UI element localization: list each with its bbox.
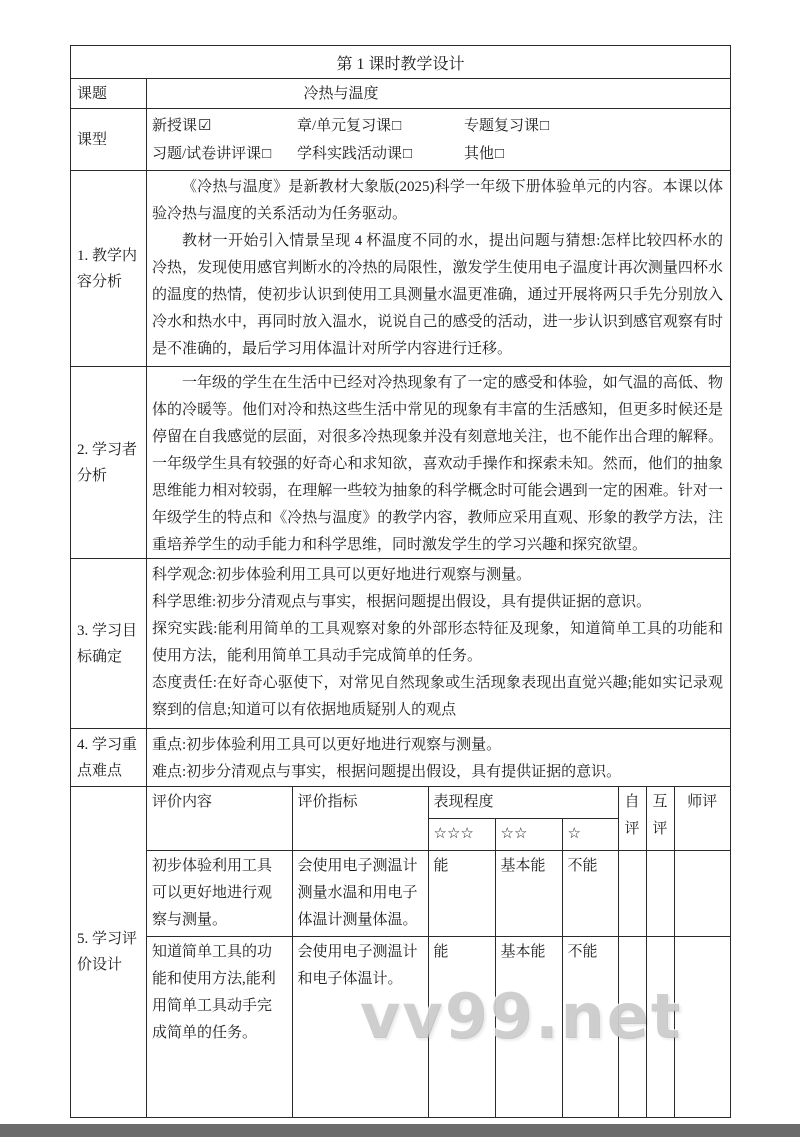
objective-line: 探究实践:能利用简单的工具观察对象的外部形态特征及现象，知道简单工具的功能和使用方法，能利用简单工具动手完成简单的任务。 (152, 621, 723, 664)
section-label-text: 1. 教学内容分析 (77, 247, 138, 290)
section-content-analysis-label (71, 171, 147, 366)
row-lesson-type (71, 109, 730, 171)
option-label: 章/单元复习课 (297, 118, 392, 134)
section-objectives-body (147, 559, 730, 728)
section-label-text: 4. 学习重点难点 (77, 736, 138, 779)
option-label: 学科实践活动课 (297, 146, 403, 162)
teaching-design-table (70, 45, 731, 1118)
key-point-line: 难点:初步分清观点与事实，根据问题提出假设，具有提供证据的意识。 (152, 764, 622, 780)
section-learner-analysis-body (147, 367, 730, 558)
lesson-type-label (71, 109, 147, 170)
section-learner-analysis-label (71, 367, 147, 558)
lesson-type-line-1 (152, 112, 723, 140)
rubric-cell-indicator: 会使用电子测温计测量水温和用电子体温计测量体温。 (292, 851, 428, 937)
rubric-header-two-stars: ☆☆ (495, 819, 562, 851)
section-content-analysis-body (147, 171, 730, 366)
option-label: 其他 (464, 146, 495, 162)
section-key-points (71, 729, 730, 787)
rubric-cell-teacher-score (674, 851, 730, 937)
rubric-cell-level-1: 不能 (562, 851, 618, 937)
section-evaluation-label (71, 787, 147, 1117)
checkbox-unchecked-icon: □ (262, 146, 272, 162)
rubric-header-performance: 表现程度 (428, 787, 618, 819)
objective-line: 科学观念:初步体验利用工具可以更好地进行观察与测量。 (152, 567, 532, 583)
section-key-points-body (147, 729, 730, 786)
rubric-header-teacher-eval: 师评 (674, 787, 730, 851)
lesson-type-line-2 (152, 140, 723, 168)
key-point-line: 重点:初步体验利用工具可以更好地进行观察与测量。 (152, 737, 502, 753)
rubric-cell-level-3: 能 (428, 851, 495, 937)
title-row (71, 46, 730, 79)
checkbox-checked-icon: ☑ (198, 118, 212, 134)
section-objectives-label (71, 559, 147, 728)
lesson-type-options (147, 109, 730, 170)
section-content-analysis (71, 171, 730, 367)
lesson-type-option-unit-review[interactable] (297, 112, 464, 140)
checkbox-unchecked-icon: □ (392, 118, 402, 134)
rubric-cell-level-1: 不能 (562, 937, 618, 1118)
rubric-header-row-1 (147, 787, 730, 819)
section-learner-analysis (71, 367, 730, 559)
rubric-cell-self-score (618, 937, 646, 1118)
option-label: 新授课 (152, 118, 198, 134)
topic-value (147, 79, 730, 108)
objective-line: 科学思维:初步分清观点与事实，根据问题提出假设，具有提供证据的意识。 (152, 594, 652, 610)
rubric-header-three-stars: ☆☆☆ (428, 819, 495, 851)
rubric-header-self-eval: 自评 (618, 787, 646, 851)
rubric-header-one-star: ☆ (562, 819, 618, 851)
rubric-row-2 (147, 937, 730, 1118)
lesson-type-option-other[interactable] (464, 140, 504, 168)
rubric-header-indicator: 评价指标 (292, 787, 428, 851)
lesson-type-option-exercise-review[interactable] (152, 140, 297, 168)
lesson-type-option-topic-review[interactable] (464, 112, 549, 140)
bottom-bar (0, 1124, 800, 1137)
checkbox-unchecked-icon: □ (495, 146, 505, 162)
rubric-cell-level-2: 基本能 (495, 851, 562, 937)
checkbox-unchecked-icon: □ (403, 146, 413, 162)
objective-line: 态度责任:在好奇心驱使下，对常见自然现象或生活现象表现出直觉兴趣;能如实记录观察到的信息;知道可以有依据地质疑别人的观点 (152, 675, 723, 718)
topic-value-text: 冷热与温度 (303, 85, 379, 102)
checkbox-unchecked-icon: □ (540, 118, 550, 134)
rubric-header-content: 评价内容 (147, 787, 292, 851)
rubric-row-1 (147, 851, 730, 937)
lesson-type-label-text: 课型 (77, 131, 108, 148)
evaluation-rubric-table (147, 787, 730, 1117)
rubric-cell-content: 初步体验利用工具可以更好地进行观察与测量。 (147, 851, 292, 937)
rubric-cell-peer-score (646, 937, 674, 1118)
rubric-cell-self-score (618, 851, 646, 937)
section-label-text: 3. 学习目标确定 (77, 622, 138, 665)
section-evaluation (71, 787, 730, 1117)
section-key-points-label (71, 729, 147, 786)
lesson-type-option-new[interactable] (152, 112, 297, 140)
paragraph: 教材一开始引入情景呈现 4 杯温度不同的水，提出问题与猜想:怎样比较四杯水的冷热，发现使用感官判断水的冷热的局限性，激发学生使用电子温度计再次测量四杯水的温度的热情，使初步认识到使用工具测量水温更准确，通过开展将两只手先分别放入冷水和热水中，再同时放入温水，说说自己的感受的活动，进一步认识到感官观察有时是不准确的，最后学习用体温计对所学内容进行迁移。 (152, 233, 723, 357)
watermark: vv99.net (360, 980, 683, 1053)
option-label: 习题/试卷讲评课 (152, 146, 262, 162)
rubric-cell-peer-score (646, 851, 674, 937)
topic-label (71, 79, 147, 108)
rubric-cell-level-2: 基本能 (495, 937, 562, 1118)
section-evaluation-body (147, 787, 730, 1117)
section-label-text: 5. 学习评价设计 (77, 931, 138, 973)
option-label: 专题复习课 (464, 118, 540, 134)
rubric-cell-level-3: 能 (428, 937, 495, 1118)
section-label-text: 2. 学习者分析 (77, 441, 138, 484)
topic-label-text: 课题 (77, 85, 108, 102)
rubric-cell-teacher-score (674, 937, 730, 1118)
rubric-cell-indicator: 会使用电子测温计和电子体温计。 (292, 937, 428, 1118)
row-topic (71, 79, 730, 109)
paragraph: 一年级的学生在生活中已经对冷热现象有了一定的感受和体验，如气温的高低、物体的冷暖等。他们对冷和热这些生活中常见的现象有丰富的生活感知，但更多时候还是停留在自我感觉的层面，对很多冷热现象并没有刻意地关注，也不能作出合理的解释。一年级学生具有较强的好奇心和求知欲，喜欢动手操作和探索未知。然而，他们的抽象思维能力相对较弱，在理解一些较为抽象的科学概念时可能会遇到一定的困难。针对一年级学生的特点和《冷热与温度》的教学内容，教师应采用直观、形象的教学方法，注重培养学生的动手能力和科学思维，同时激发学生的学习兴趣和探究欲望。 (152, 375, 723, 553)
page-title: 第 1 课时教学设计 (336, 55, 465, 73)
paragraph: 《冷热与温度》是新教材大象版(2025)科学一年级下册体验单元的内容。本课以体验冷热与温度的关系活动为任务驱动。 (152, 179, 723, 222)
section-objectives (71, 559, 730, 729)
lesson-type-option-practice-activity[interactable] (297, 140, 464, 168)
rubric-header-peer-eval: 互评 (646, 787, 674, 851)
rubric-cell-content: 知道简单工具的功能和使用方法,能利用简单工具动手完成简单的任务。 (147, 937, 292, 1118)
